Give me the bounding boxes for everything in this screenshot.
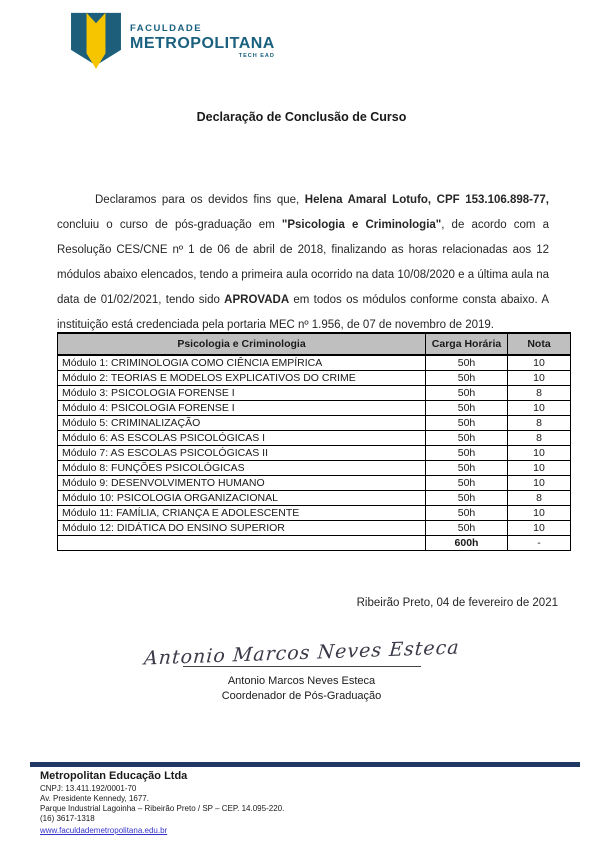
table-header-row [58,333,571,355]
hours-cell: 50h [426,431,508,446]
date-line: Ribeirão Preto, 04 de fevereiro de 2021 [356,597,558,609]
grade-cell: - [508,536,571,551]
header-grade: Nota [508,333,571,355]
module-cell: Módulo 8: FUNÇÕES PSICOLÓGICAS [58,461,426,476]
module-cell: Módulo 2: TEORIAS E MODELOS EXPLICATIVOS DO CRIME [58,371,426,386]
table-row [58,521,571,536]
hours-cell: 50h [426,401,508,416]
grade-cell: 8 [508,386,571,401]
module-cell: Módulo 12: DIDÁTICA DO ENSINO SUPERIOR [58,521,426,536]
hours-cell: 50h [426,461,508,476]
logo-tagline: TECH EAD [238,52,275,59]
footer-phone: (16) 3617-1318 [40,814,95,823]
grade-cell: 10 [508,401,571,416]
table-row [58,476,571,491]
table-total-row [58,536,571,551]
page-title: Declaração de Conclusão de Curso [196,110,407,124]
grade-cell: 10 [508,521,571,536]
table-row [58,431,571,446]
approval-status: APROVADA [224,293,290,306]
hours-cell: 50h [426,491,508,506]
module-cell: Módulo 1: CRIMINOLOGIA COMO CIÊNCIA EMPÍRICA [58,355,426,371]
grade-cell: 10 [508,476,571,491]
hours-cell: 600h [426,536,508,551]
module-cell: Módulo 7: AS ESCOLAS PSICOLÓGICAS II [58,446,426,461]
hours-cell: 50h [426,446,508,461]
header-course: Psicologia e Criminologia [58,333,426,355]
shield-logo-icon [70,12,122,74]
module-cell: Módulo 3: PSICOLOGIA FORENSE I [58,386,426,401]
grade-cell: 8 [508,431,571,446]
table-row [58,355,571,371]
course-name: "Psicologia e Criminologia" [281,218,442,231]
table-row [58,386,571,401]
paragraph-text: , de acordo com a Resolução CES/CNE nº 1 de 06 de abril de 2018, finalizando as horas relacionadas aos 12 módulos abaixo elencados, tendo a primeira aula ocorrido na data 10/08/2020 e a última aula na data de 01/02/2021, tendo sido [57,218,549,306]
table-row [58,416,571,431]
handwritten-signature: Antonio Marcos Neves Esteca [142,636,461,670]
hours-cell: 50h [426,476,508,491]
hours-cell: 50h [426,355,508,371]
hours-cell: 50h [426,371,508,386]
footer-company-name: Metropolitan Educação Ltda [40,770,188,782]
table-row [58,491,571,506]
paragraph-text: concluiu o curso de pós-graduação em [57,218,282,231]
paragraph-text: Declaramos para os devidos fins que, [95,193,305,206]
module-cell: Módulo 9: DESENVOLVIMENTO HUMANO [58,476,426,491]
module-cell: Módulo 11: FAMÍLIA, CRIANÇA E ADOLESCENTE [58,506,426,521]
grade-cell: 10 [508,446,571,461]
hours-cell: 50h [426,416,508,431]
table-row [58,371,571,386]
grade-cell: 10 [508,461,571,476]
signatory-role: Coordenador de Pós-Graduação [221,690,382,702]
table-row [58,506,571,521]
signatory-name: Antonio Marcos Neves Esteca [227,675,376,687]
signature-block [0,636,603,704]
footer-address-line1: Av. Presidente Kennedy, 1677. [40,794,149,803]
footer-divider-bar [30,762,580,767]
table-row [58,401,571,416]
table-row [58,446,571,461]
module-cell: Módulo 6: AS ESCOLAS PSICOLÓGICAS I [58,431,426,446]
student-name-cpf: Helena Amaral Lotufo, CPF 153.106.898-77, [304,193,550,206]
grade-cell: 10 [508,355,571,371]
footer-website-link[interactable]: www.faculdademetropolitana.edu.br [40,826,168,835]
table-row [58,461,571,476]
header-hours: Carga Horária [426,333,508,355]
logo-text [130,24,275,59]
footer [40,771,284,836]
grade-cell: 8 [508,491,571,506]
module-cell: Módulo 10: PSICOLOGIA ORGANIZACIONAL [58,491,426,506]
logo-line2: METROPOLITANA [130,34,275,52]
grade-cell: 8 [508,416,571,431]
modules-table-body [58,355,571,551]
footer-address-line2: Parque Industrial Lagoinha – Ribeirão Preto / SP – CEP. 14.095-220. [40,804,285,813]
hours-cell: 50h [426,521,508,536]
hours-cell: 50h [426,386,508,401]
grade-cell: 10 [508,371,571,386]
modules-table [57,332,571,551]
logo-line1: FACULDADE [130,23,203,34]
module-cell: Módulo 4: PSICOLOGIA FORENSE I [58,401,426,416]
faculdade-metropolitana-logo [70,12,275,74]
module-cell: Módulo 5: CRIMINALIZAÇÃO [58,416,426,431]
declaration-paragraph [57,188,549,338]
grade-cell: 10 [508,506,571,521]
footer-cnpj: CNPJ: 13.411.192/0001-70 [40,784,137,793]
hours-cell: 50h [426,506,508,521]
module-cell [58,536,426,551]
paragraph-text: em todos os módulos conforme consta abaixo. A instituição está credenciada pela portaria MEC nº 1.956, de 07 de novembro de 2019. [57,293,549,331]
